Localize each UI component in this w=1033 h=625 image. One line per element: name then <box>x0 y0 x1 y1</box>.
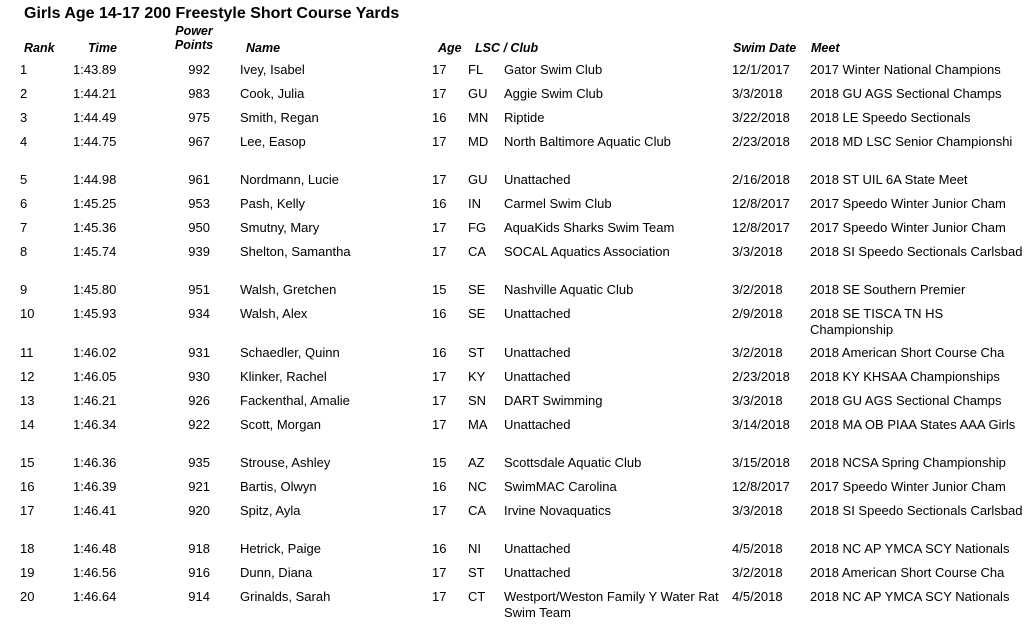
age-cell: 17 <box>432 172 447 187</box>
age-cell: 17 <box>432 565 447 580</box>
date-cell: 12/1/2017 <box>732 62 790 77</box>
meet-cell: 2018 LE Speedo Sectionals <box>810 110 971 125</box>
time-cell: 1:46.39 <box>73 479 117 494</box>
column-header-rank: Rank <box>24 41 55 55</box>
meet-cell: 2018 SE Southern Premier <box>810 282 966 297</box>
date-cell: 3/2/2018 <box>732 345 783 360</box>
date-cell: 2/23/2018 <box>732 369 790 384</box>
time-cell: 1:44.21 <box>73 86 117 101</box>
date-cell: 2/16/2018 <box>732 172 790 187</box>
rank-cell: 7 <box>20 220 28 235</box>
meet-cell: 2018 MD LSC Senior Championshi <box>810 134 1013 149</box>
rank-cell: 20 <box>20 589 35 604</box>
points-cell: 914 <box>188 589 210 604</box>
rank-cell: 9 <box>20 282 28 297</box>
points-cell: 953 <box>188 196 210 211</box>
time-cell: 1:46.48 <box>73 541 117 556</box>
lsc-cell: ST <box>468 345 485 360</box>
points-cell: 920 <box>188 503 210 518</box>
name-cell: Walsh, Alex <box>240 306 308 321</box>
time-cell: 1:44.49 <box>73 110 117 125</box>
name-cell: Scott, Morgan <box>240 417 321 432</box>
column-header-swim-date: Swim Date <box>733 41 797 55</box>
points-cell: 918 <box>188 541 210 556</box>
time-cell: 1:46.41 <box>73 503 117 518</box>
column-header-time: Time <box>88 41 117 55</box>
meet-cell: 2018 NC AP YMCA SCY Nationals <box>810 589 1010 604</box>
club-cell: Unattached <box>504 417 571 432</box>
points-cell: 934 <box>188 306 210 321</box>
points-cell: 926 <box>188 393 210 408</box>
meet-cell: 2018 NC AP YMCA SCY Nationals <box>810 541 1010 556</box>
club-cell: SwimMAC Carolina <box>504 479 617 494</box>
meet-cell: 2018 GU AGS Sectional Champs <box>810 393 1002 408</box>
name-cell: Cook, Julia <box>240 86 305 101</box>
time-cell: 1:46.02 <box>73 345 117 360</box>
lsc-cell: FL <box>468 62 484 77</box>
rank-cell: 5 <box>20 172 28 187</box>
age-cell: 17 <box>432 589 447 604</box>
points-cell: 939 <box>188 244 210 259</box>
meet-cell: 2017 Speedo Winter Junior Cham <box>810 479 1006 494</box>
club-cell: Westport/Weston Family Y Water Rat Swim Team <box>504 589 719 620</box>
date-cell: 12/8/2017 <box>732 196 790 211</box>
rank-cell: 3 <box>20 110 28 125</box>
club-cell: Riptide <box>504 110 545 125</box>
meet-cell: 2018 SI Speedo Sectionals Carlsbad <box>810 244 1023 259</box>
meet-cell: 2018 KY KHSAA Championships <box>810 369 1000 384</box>
club-cell: Unattached <box>504 541 571 556</box>
time-cell: 1:46.05 <box>73 369 117 384</box>
points-cell: 961 <box>188 172 210 187</box>
lsc-cell: CT <box>468 589 486 604</box>
age-cell: 17 <box>432 417 447 432</box>
age-cell: 15 <box>432 455 447 470</box>
club-cell: DART Swimming <box>504 393 603 408</box>
column-header-meet: Meet <box>811 41 840 55</box>
meet-cell: 2018 GU AGS Sectional Champs <box>810 86 1002 101</box>
lsc-cell: GU <box>468 172 488 187</box>
date-cell: 2/23/2018 <box>732 134 790 149</box>
points-cell: 922 <box>188 417 210 432</box>
age-cell: 17 <box>432 86 447 101</box>
lsc-cell: MA <box>468 417 488 432</box>
lsc-cell: AZ <box>468 455 485 470</box>
name-cell: Strouse, Ashley <box>240 455 331 470</box>
club-cell: North Baltimore Aquatic Club <box>504 134 671 149</box>
rank-cell: 18 <box>20 541 35 556</box>
club-cell: SOCAL Aquatics Association <box>504 244 670 259</box>
rank-cell: 15 <box>20 455 35 470</box>
club-cell: AquaKids Sharks Swim Team <box>504 220 675 235</box>
name-cell: Dunn, Diana <box>240 565 313 580</box>
lsc-cell: MN <box>468 110 489 125</box>
lsc-cell: SE <box>468 306 486 321</box>
meet-cell: 2018 American Short Course Cha <box>810 345 1005 360</box>
time-cell: 1:44.75 <box>73 134 117 149</box>
points-cell: 935 <box>188 455 210 470</box>
date-cell: 4/5/2018 <box>732 541 783 556</box>
name-cell: Walsh, Gretchen <box>240 282 337 297</box>
lsc-cell: MD <box>468 134 489 149</box>
lsc-cell: KY <box>468 369 486 384</box>
column-header-age: Age <box>438 41 462 55</box>
time-cell: 1:45.93 <box>73 306 117 321</box>
meet-cell: 2018 ST UIL 6A State Meet <box>810 172 968 187</box>
points-cell: 921 <box>188 479 210 494</box>
name-cell: Smith, Regan <box>240 110 319 125</box>
age-cell: 17 <box>432 244 447 259</box>
meet-cell: 2017 Winter National Champions <box>810 62 1001 77</box>
club-cell: Gator Swim Club <box>504 62 603 77</box>
date-cell: 3/2/2018 <box>732 282 783 297</box>
rank-cell: 12 <box>20 369 35 384</box>
points-cell: 951 <box>188 282 210 297</box>
lsc-cell: CA <box>468 503 487 518</box>
points-cell: 930 <box>188 369 210 384</box>
lsc-cell: SN <box>468 393 487 408</box>
name-cell: Smutny, Mary <box>240 220 320 235</box>
time-cell: 1:46.36 <box>73 455 117 470</box>
lsc-cell: NC <box>468 479 487 494</box>
club-cell: Unattached <box>504 369 571 384</box>
rank-cell: 4 <box>20 134 28 149</box>
lsc-cell: NI <box>468 541 481 556</box>
rank-cell: 10 <box>20 306 35 321</box>
meet-cell: 2017 Speedo Winter Junior Cham <box>810 220 1006 235</box>
time-cell: 1:45.80 <box>73 282 117 297</box>
name-cell: Klinker, Rachel <box>240 369 327 384</box>
rank-cell: 13 <box>20 393 35 408</box>
points-cell: 950 <box>188 220 210 235</box>
club-cell: Scottsdale Aquatic Club <box>504 455 642 470</box>
page-title: Girls Age 14-17 200 Freestyle Short Course Yards <box>24 5 400 22</box>
club-cell: Irvine Novaquatics <box>504 503 611 518</box>
name-cell: Shelton, Samantha <box>240 244 351 259</box>
club-cell: Nashville Aquatic Club <box>504 282 634 297</box>
rank-cell: 19 <box>20 565 35 580</box>
lsc-cell: IN <box>468 196 481 211</box>
rank-cell: 16 <box>20 479 35 494</box>
time-cell: 1:46.34 <box>73 417 117 432</box>
date-cell: 3/3/2018 <box>732 244 783 259</box>
rank-cell: 17 <box>20 503 35 518</box>
name-cell: Hetrick, Paige <box>240 541 321 556</box>
age-cell: 17 <box>432 393 447 408</box>
club-cell: Unattached <box>504 306 571 321</box>
meet-cell: 2018 NCSA Spring Championship <box>810 455 1006 470</box>
date-cell: 12/8/2017 <box>732 479 790 494</box>
age-cell: 16 <box>432 306 447 321</box>
club-cell: Unattached <box>504 172 571 187</box>
club-cell: Carmel Swim Club <box>504 196 612 211</box>
date-cell: 3/2/2018 <box>732 565 783 580</box>
name-cell: Pash, Kelly <box>240 196 306 211</box>
age-cell: 17 <box>432 220 447 235</box>
meet-cell: 2018 SE TISCA TN HS Championship <box>810 306 944 337</box>
name-cell: Grinalds, Sarah <box>240 589 331 604</box>
time-cell: 1:46.64 <box>73 589 117 604</box>
club-cell: Unattached <box>504 345 571 360</box>
time-cell: 1:46.56 <box>73 565 117 580</box>
date-cell: 3/15/2018 <box>732 455 790 470</box>
column-header-lsc-club: LSC / Club <box>475 41 539 55</box>
date-cell: 3/22/2018 <box>732 110 790 125</box>
date-cell: 12/8/2017 <box>732 220 790 235</box>
lsc-cell: SE <box>468 282 486 297</box>
lsc-cell: CA <box>468 244 487 259</box>
name-cell: Bartis, Olwyn <box>240 479 317 494</box>
age-cell: 16 <box>432 110 447 125</box>
age-cell: 17 <box>432 503 447 518</box>
meet-cell: 2018 MA OB PIAA States AAA Girls <box>810 417 1016 432</box>
age-cell: 16 <box>432 541 447 556</box>
age-cell: 17 <box>432 369 447 384</box>
lsc-cell: FG <box>468 220 487 235</box>
age-cell: 16 <box>432 479 447 494</box>
name-cell: Lee, Easop <box>240 134 306 149</box>
age-cell: 16 <box>432 345 447 360</box>
points-cell: 916 <box>188 565 210 580</box>
rank-cell: 1 <box>20 62 28 77</box>
time-cell: 1:46.21 <box>73 393 117 408</box>
meet-cell: 2017 Speedo Winter Junior Cham <box>810 196 1006 211</box>
column-header-power-points-line2: Points <box>174 38 214 52</box>
points-cell: 975 <box>188 110 210 125</box>
name-cell: Ivey, Isabel <box>240 62 305 77</box>
rank-cell: 2 <box>20 86 28 101</box>
rank-cell: 6 <box>20 196 28 211</box>
time-cell: 1:45.74 <box>73 244 117 259</box>
date-cell: 3/14/2018 <box>732 417 790 432</box>
date-cell: 2/9/2018 <box>732 306 783 321</box>
time-cell: 1:44.98 <box>73 172 117 187</box>
age-cell: 15 <box>432 282 447 297</box>
age-cell: 17 <box>432 62 447 77</box>
name-cell: Schaedler, Quinn <box>240 345 340 360</box>
name-cell: Spitz, Ayla <box>240 503 301 518</box>
time-cell: 1:45.25 <box>73 196 117 211</box>
date-cell: 3/3/2018 <box>732 503 783 518</box>
column-header-power-points-line1: Power <box>175 24 213 38</box>
time-cell: 1:45.36 <box>73 220 117 235</box>
rank-cell: 14 <box>20 417 35 432</box>
lsc-cell: GU <box>468 86 488 101</box>
club-cell: Unattached <box>504 565 571 580</box>
age-cell: 17 <box>432 134 447 149</box>
points-cell: 983 <box>188 86 210 101</box>
date-cell: 3/3/2018 <box>732 86 783 101</box>
column-header-name: Name <box>246 41 281 55</box>
time-cell: 1:43.89 <box>73 62 117 77</box>
age-cell: 16 <box>432 196 447 211</box>
meet-cell: 2018 SI Speedo Sectionals Carlsbad <box>810 503 1023 518</box>
date-cell: 3/3/2018 <box>732 393 783 408</box>
name-cell: Nordmann, Lucie <box>240 172 339 187</box>
lsc-cell: ST <box>468 565 485 580</box>
points-cell: 931 <box>188 345 210 360</box>
name-cell: Fackenthal, Amalie <box>240 393 350 408</box>
rank-cell: 8 <box>20 244 28 259</box>
meet-cell: 2018 American Short Course Cha <box>810 565 1005 580</box>
points-cell: 967 <box>188 134 210 149</box>
club-cell: Aggie Swim Club <box>504 86 603 101</box>
date-cell: 4/5/2018 <box>732 589 783 604</box>
points-cell: 992 <box>188 62 210 77</box>
rank-cell: 11 <box>20 345 34 360</box>
